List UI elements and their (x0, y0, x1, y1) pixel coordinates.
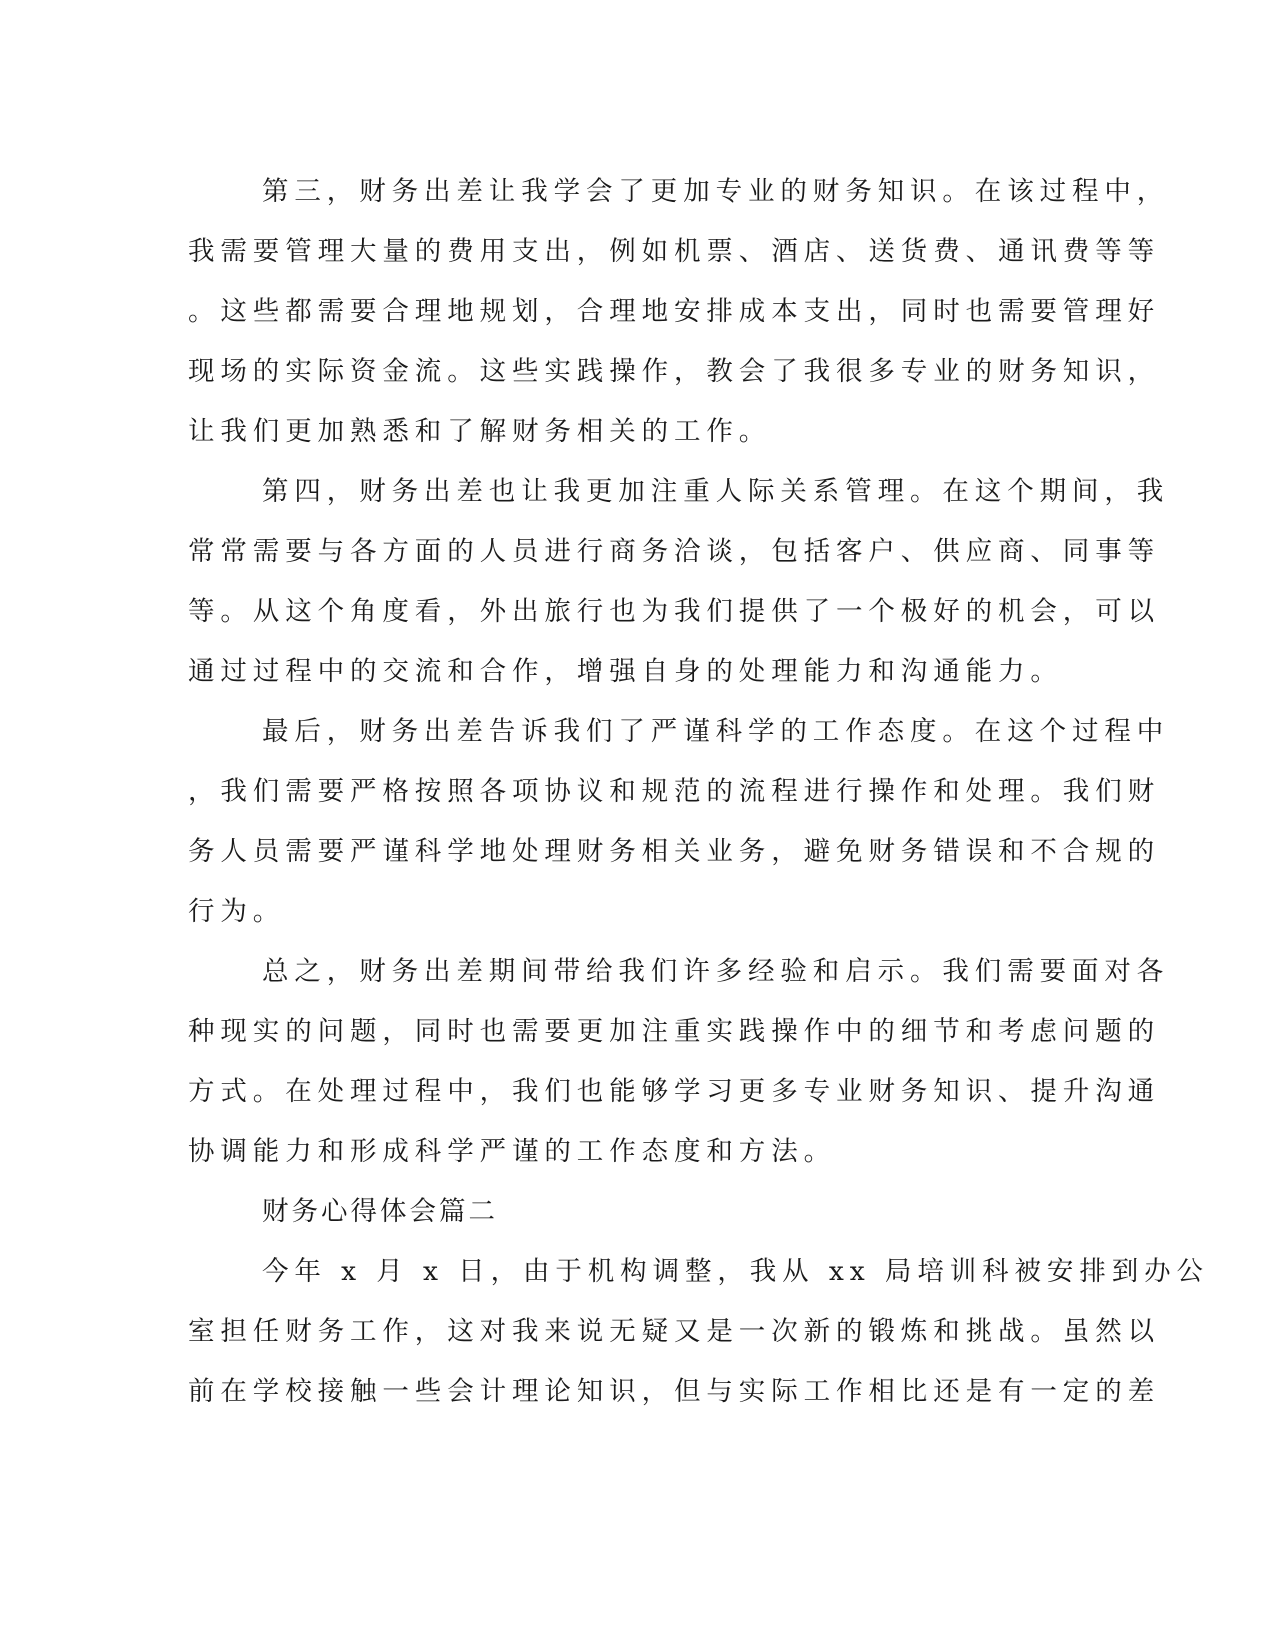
paragraph-line: 方式。在处理过程中，我们也能够学习更多专业财务知识、提升沟通 (188, 1076, 1160, 1107)
paragraph-line: 现场的实际资金流。这些实践操作，教会了我很多专业的财务知识， (188, 356, 1160, 387)
paragraph-line: 等。从这个角度看，外出旅行也为我们提供了一个极好的机会，可以 (188, 596, 1160, 627)
paragraph-line: 务人员需要严谨科学地处理财务相关业务，避免财务错误和不合规的 (188, 836, 1160, 867)
paragraph-line: 协调能力和形成科学严谨的工作态度和方法。 (188, 1136, 836, 1167)
paragraph-line: 室担任财务工作，这对我来说无疑又是一次新的锻炼和挑战。虽然以 (188, 1316, 1160, 1347)
paragraph-line: 总之，财务出差期间带给我们许多经验和启示。我们需要面对各 (262, 956, 1170, 987)
paragraph-line: ，我们需要严格按照各项协议和规范的流程进行操作和处理。我们财 (188, 776, 1160, 807)
paragraph-line: 最后，财务出差告诉我们了严谨科学的工作态度。在这个过程中 (262, 716, 1170, 747)
paragraph-line: 常常需要与各方面的人员进行商务洽谈，包括客户、供应商、同事等 (188, 536, 1160, 567)
paragraph-line: 让我们更加熟悉和了解财务相关的工作。 (188, 416, 772, 447)
paragraph-line: 前在学校接触一些会计理论知识，但与实际工作相比还是有一定的差 (188, 1376, 1160, 1407)
section-heading: 财务心得体会篇二 (262, 1196, 498, 1227)
paragraph-line: 第三，财务出差让我学会了更加专业的财务知识。在该过程中， (262, 176, 1170, 207)
paragraph-line: 行为。 (188, 896, 286, 927)
paragraph-line: 今年 x 月 x 日，由于机构调整，我从 xx 局培训科被安排到办公 (262, 1256, 1209, 1287)
paragraph-line: 。这些都需要合理地规划，合理地安排成本支出，同时也需要管理好 (188, 296, 1160, 327)
paragraph-line: 我需要管理大量的费用支出，例如机票、酒店、送货费、通讯费等等 (188, 236, 1160, 267)
paragraph-line: 种现实的问题，同时也需要更加注重实践操作中的细节和考虑问题的 (188, 1016, 1160, 1047)
document-body (188, 162, 1209, 1422)
paragraph-line: 通过过程中的交流和合作，增强自身的处理能力和沟通能力。 (188, 656, 1063, 687)
paragraph-line: 第四，财务出差也让我更加注重人际关系管理。在这个期间，我 (262, 476, 1170, 507)
